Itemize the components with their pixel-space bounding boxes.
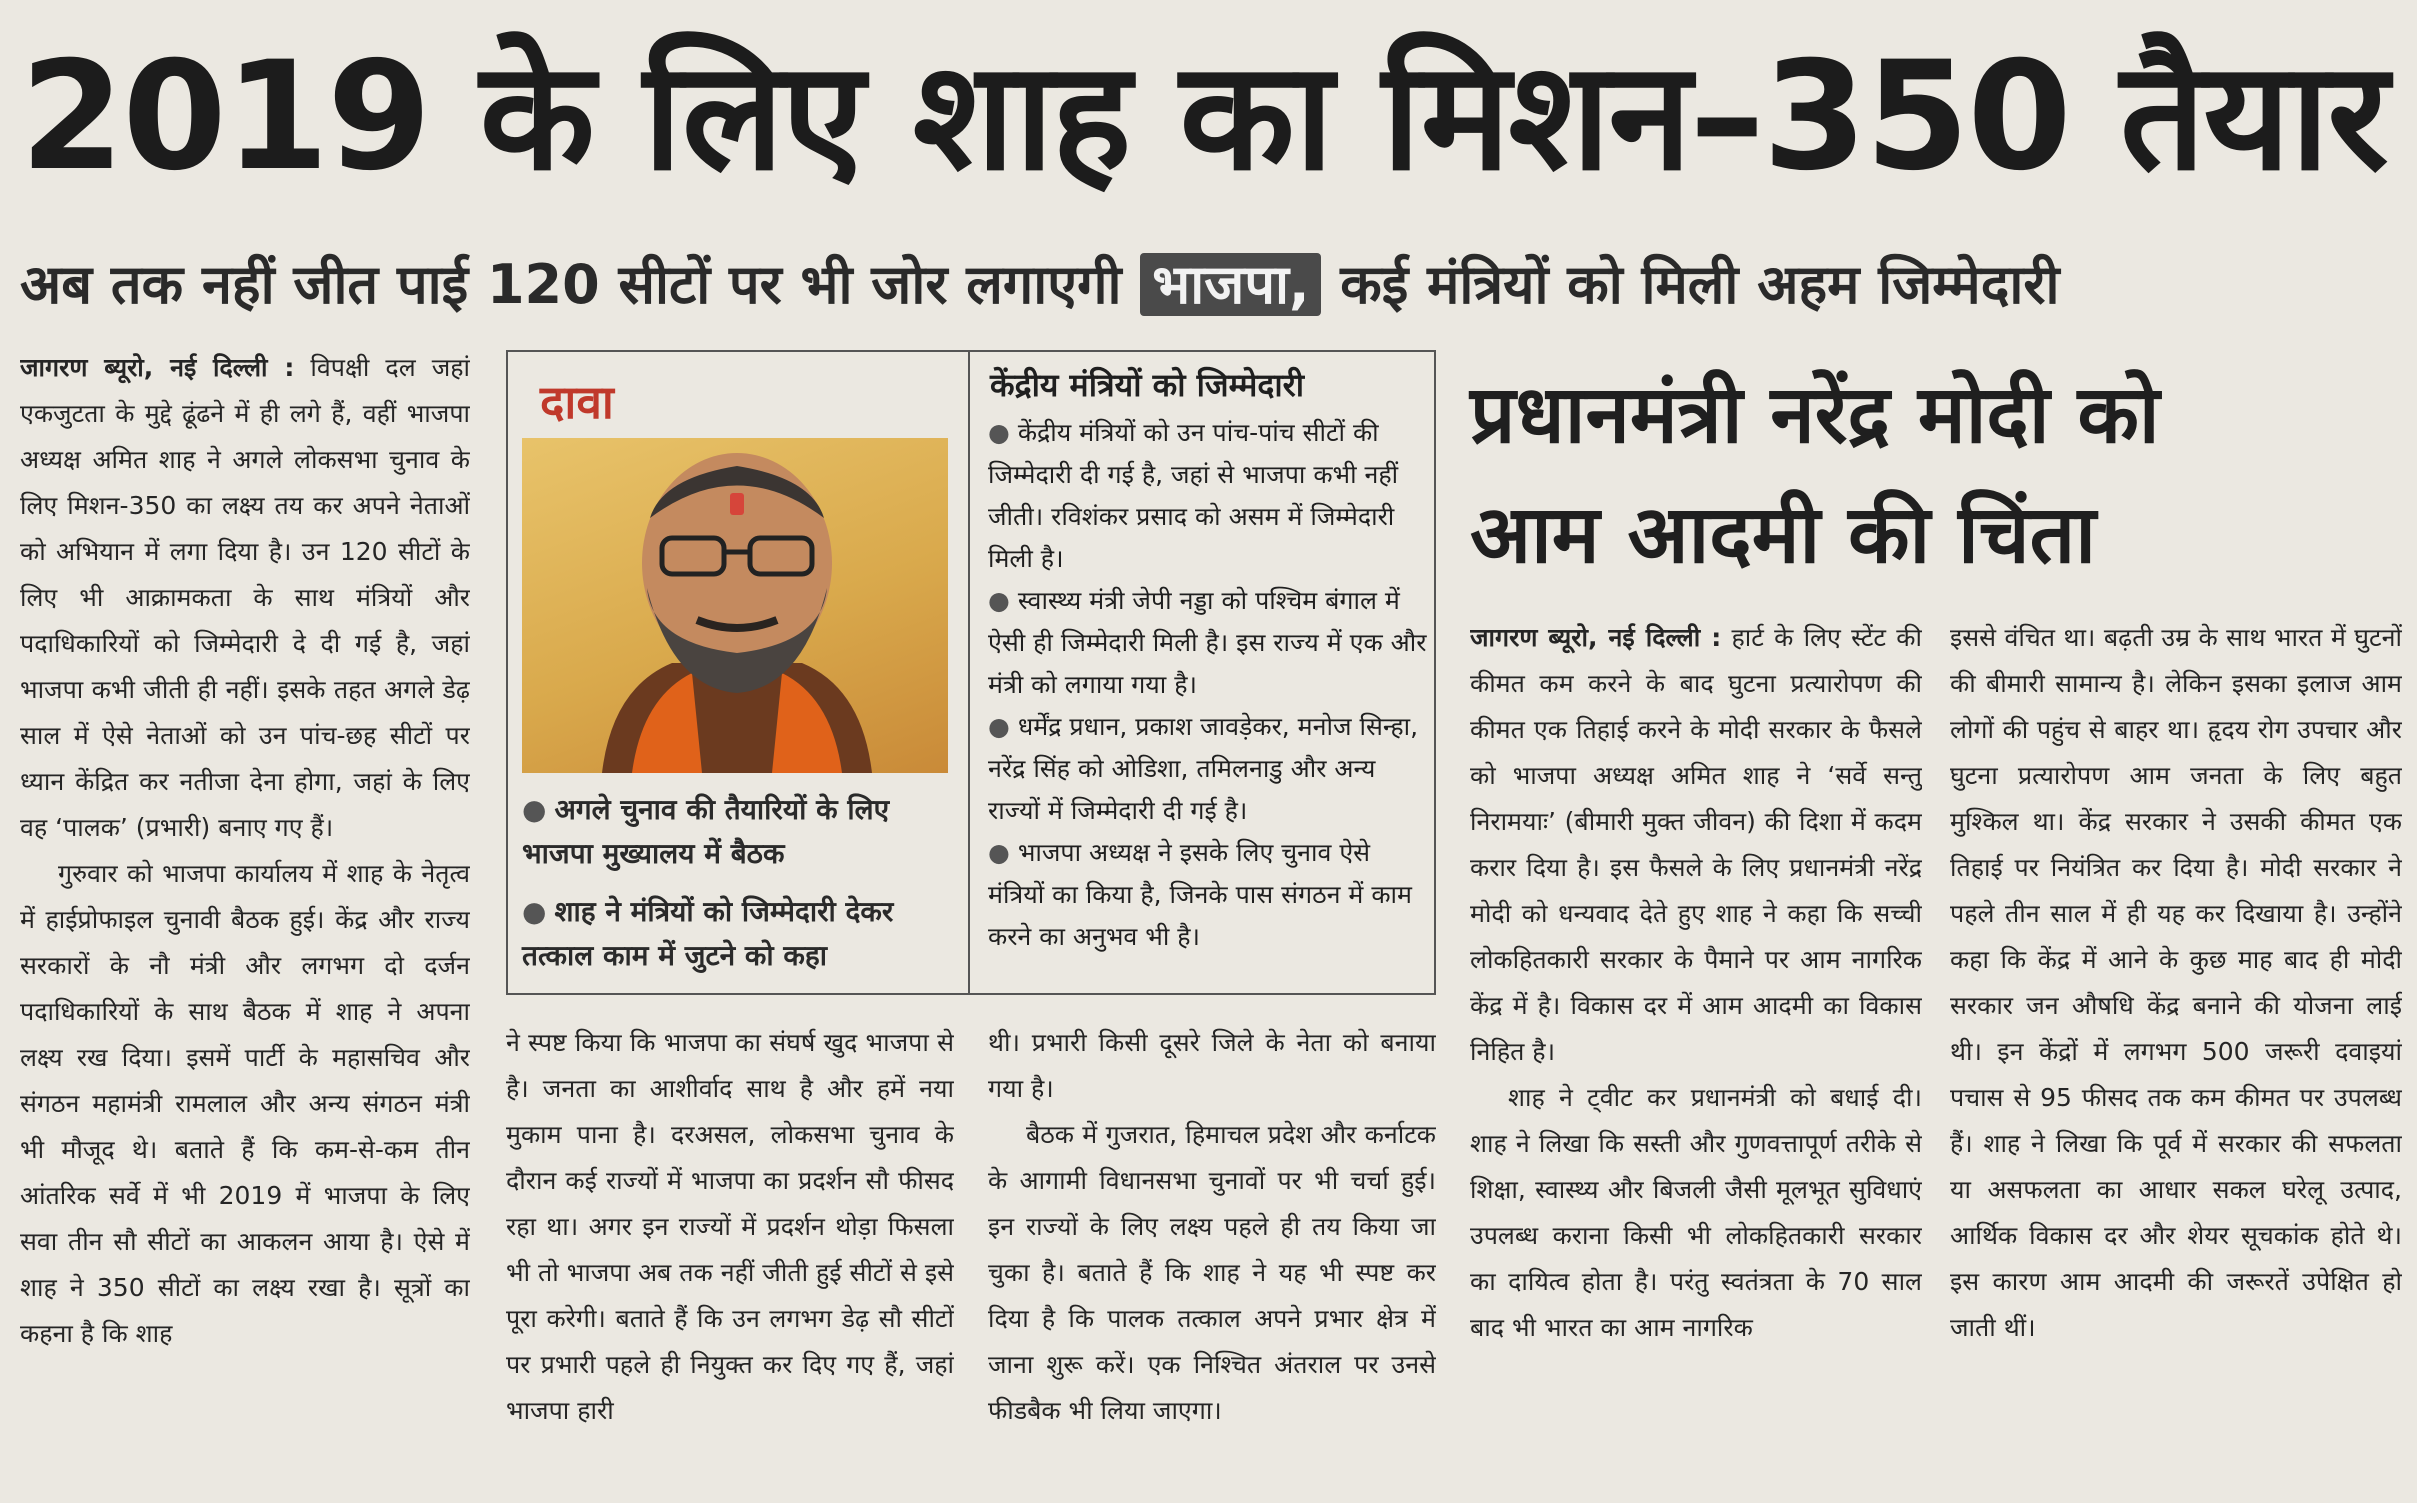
ministers-item (988, 706, 1428, 832)
ministers-item-text: भाजपा अध्यक्ष ने इसके लिए चुनाव ऐसे मंत्रियों का किया है, जिनके पास संगठन में काम करने का अनुभव भी है। (988, 838, 1412, 951)
ministers-list (988, 412, 1428, 958)
bullet-icon: ● (522, 793, 547, 826)
main-article-paragraph (20, 345, 470, 851)
portrait-illustration (522, 438, 948, 773)
main-article-paragraph: थी। प्रभारी किसी दूसरे जिले के नेता को बनाया गया है। (988, 1028, 1436, 1103)
ministers-item (988, 412, 1428, 580)
right-article-paragraph: इससे वंचित था। बढ़ती उम्र के साथ भारत में घुटनों की बीमारी सामान्य है। लेकिन इसका इलाज आम लोगों की पहुंच से बाहर था। हृदय रोग उपचार और घुटना प्रत्यारोपण आम जनता के लिए बहुत मुश्किल था। केंद्र सरकार ने उसकी कीमत एक तिहाई पर नियंत्रित कर दिया है। मोदी सरकार ने पहले तीन साल में ही यह कर दिखाया है। उन्होंने कहा कि केंद्र में आने के कुछ माह बाद ही मोदी सरकार जन औषधि केंद्र बनाने की योजना लाई थी। इन केंद्रों में लगभग 500 जरूरी दवाइयां पचास से 95 फीसद तक कम कीमत पर उपलब्ध हैं। शाह ने लिखा कि पूर्व में सरकार की सफलता या असफलता का आधार सकल घरेलू उत्पाद, आर्थिक विकास दर और शेयर सूचकांक होते थे। इस कारण आम आदमी की जरूरतें उपेक्षित हो जाती थीं। (1950, 623, 2402, 1342)
subheadline-before: अब तक नहीं जीत पाई 120 सीटों पर भी जोर लगाएगी (20, 253, 1122, 316)
box-divider (968, 352, 970, 993)
right-article-text: हार्ट के लिए स्टेंट की कीमत कम करने के बाद घुटना प्रत्यारोपण की कीमत एक तिहाई करने के मोदी सरकार के फैसले को भाजपा अध्यक्ष अमित शाह ने ‘सर्वे सन्तु निरामयाः’ (बीमारी मुक्त जीवन) की दिशा में कदम करार दिया है। इस फैसले के लिए प्रधानमंत्री नरेंद्र मोदी को धन्यवाद देते हुए शाह ने कहा कि सच्ची लोकहितकारी सरकार के पैमाने पर आम नागरिक केंद्र में है। विकास दर में आम आदमी का विकास निहित है। (1470, 623, 1922, 1066)
right-article-headline (1470, 355, 2400, 605)
right-article-column-2 (1950, 615, 2402, 1495)
claim-label: दावा (540, 375, 614, 429)
main-article-text: विपक्षी दल जहां एकजुटता के मुद्दे ढूंढने में ही लगे हैं, वहीं भाजपा अध्यक्ष अमित शाह ने अगले लोकसभा चुनाव के लिए मिशन-350 का लक्ष्य तय कर अपने नेताओं को अभियान में लगा दिया है। उन 120 सीटों के लिए भी आक्रामकता के साथ मंत्रियों और पदाधिकारियों को जिम्मेदारी दे दी गई है, जहां भाजपा कभी जीती ही नहीं। इसके तहत अगले डेढ़ साल में ऐसे नेताओं को उन पांच-छह सीटों पर ध्यान केंद्रित कर नतीजा देना होगा, जहां के लिए वह ‘पालक’ (प्रभारी) बनाए गए हैं। (20, 353, 470, 842)
bullet-icon: ● (988, 418, 1010, 447)
main-article-column-2 (506, 1020, 954, 1495)
right-article-paragraph (1470, 615, 1922, 1075)
ministers-item-text: धर्मेंद्र प्रधान, प्रकाश जावड़ेकर, मनोज सिन्हा, नरेंद्र सिंह को ओडिशा, तमिलनाडु और अन्य राज्यों में जिम्मेदारी दी गई है। (988, 712, 1419, 825)
bullet-icon: ● (988, 586, 1010, 615)
ministers-box-title: केंद्रीय मंत्रियों को जिम्मेदारी (990, 366, 1305, 404)
claim-bullet (522, 890, 952, 978)
bullet-icon: ● (522, 895, 547, 928)
ministers-item (988, 580, 1428, 706)
claim-bullet-text: अगले चुनाव की तैयारियों के लिए भाजपा मुख्यालय में बैठक (522, 793, 890, 870)
subheadline-after: कई मंत्रियों को मिली अहम जिम्मेदारी (1340, 253, 2060, 316)
main-article-byline: जागरण ब्यूरो, नई दिल्ली : (20, 353, 295, 382)
main-article-column-1 (20, 345, 470, 1495)
right-headline-line-1: प्रधानमंत्री नरेंद्र मोदी को (1470, 368, 2160, 461)
ministers-item-text: केंद्रीय मंत्रियों को उन पांच-पांच सीटों की जिम्मेदारी दी गई है, जहां से भाजपा कभी नहीं जीती। रविशंकर प्रसाद को असम में जिम्मेदारी मिली है। (988, 418, 1399, 573)
subheadline-highlight: भाजपा, (1140, 253, 1321, 316)
claim-bullet (522, 788, 952, 876)
main-article-paragraph: ने स्पष्ट किया कि भाजपा का संघर्ष खुद भाजपा से है। जनता का आशीर्वाद साथ है और हमें नया मुकाम पाना है। दरअसल, लोकसभा चुनाव के दौरान कई राज्यों में भाजपा का प्रदर्शन सौ फीसद रहा था। अगर इन राज्यों में प्रदर्शन थोड़ा फिसला भी तो भाजपा अब तक नहीं जीती हुई सीटों से इसे पूरा करेगी। बताते हैं कि उन लगभग डेढ़ सौ सीटों पर प्रभारी पहले ही नियुक्त कर दिए गए हैं, जहां भाजपा हारी (506, 1028, 954, 1425)
page-headline: 2019 के लिए शाह का मिशन–350 तैयार (20, 30, 2387, 204)
right-headline-line-2: आम आदमी की चिंता (1470, 488, 2096, 581)
bullet-icon: ● (988, 712, 1010, 741)
ministers-item-text: स्वास्थ्य मंत्री जेपी नड्डा को पश्चिम बंगाल में ऐसी ही जिम्मेदारी मिली है। इस राज्य में एक और मंत्री को लगाया गया है। (988, 586, 1427, 699)
bullet-icon: ● (988, 838, 1010, 867)
right-article-byline: जागरण ब्यूरो, नई दिल्ली : (1470, 623, 1722, 652)
subheadline (20, 240, 2400, 330)
ministers-item (988, 832, 1428, 958)
main-article-paragraph: बैठक में गुजरात, हिमाचल प्रदेश और कर्नाटक के आगामी विधानसभा चुनावों पर भी चर्चा हुई। इन राज्यों के लिए लक्ष्य पहले ही तय किया जा चुका है। बताते हैं कि शाह ने यह भी स्पष्ट कर दिया है कि पालक तत्काल अपने प्रभार क्षेत्र में जाना शुरू करें। एक निश्चित अंतराल पर उनसे फीडबैक भी लिया जाएगा। (988, 1120, 1436, 1425)
right-article-paragraph: शाह ने ट्वीट कर प्रधानमंत्री को बधाई दी। शाह ने लिखा कि सस्ती और गुणवत्तापूर्ण तरीके से शिक्षा, स्वास्थ्य और बिजली जैसी मूलभूत सुविधाएं उपलब्ध कराना किसी भी लोकहितकारी सरकार का दायित्व होता है। परंतु स्वतंत्रता के 70 साल बाद भी भारत का आम नागरिक (1470, 1083, 1922, 1342)
main-article-column-3 (988, 1020, 1436, 1495)
right-article-column-1 (1470, 615, 1922, 1495)
main-article-paragraph: गुरुवार को भाजपा कार्यालय में शाह के नेतृत्व में हाईप्रोफाइल चुनावी बैठक हुई। केंद्र और राज्य सरकारों के नौ मंत्री और लगभग दो दर्जन पदाधिकारियों के साथ बैठक में शाह ने अपना लक्ष्य रख दिया। इसमें पार्टी के महासचिव और संगठन महामंत्री रामलाल और अन्य संगठन मंत्री भी मौजूद थे। बताते हैं कि कम-से-कम तीन आंतरिक सर्वे में भी 2019 में भाजपा के लिए सवा तीन सौ सीटों का आकलन आया है। ऐसे में शाह ने 350 सीटों का लक्ष्य रखा है। सूत्रों का कहना है कि शाह (20, 859, 470, 1348)
portrait-photo (522, 438, 948, 773)
claim-bullet-text: शाह ने मंत्रियों को जिम्मेदारी देकर तत्काल काम में जुटने को कहा (522, 895, 894, 972)
